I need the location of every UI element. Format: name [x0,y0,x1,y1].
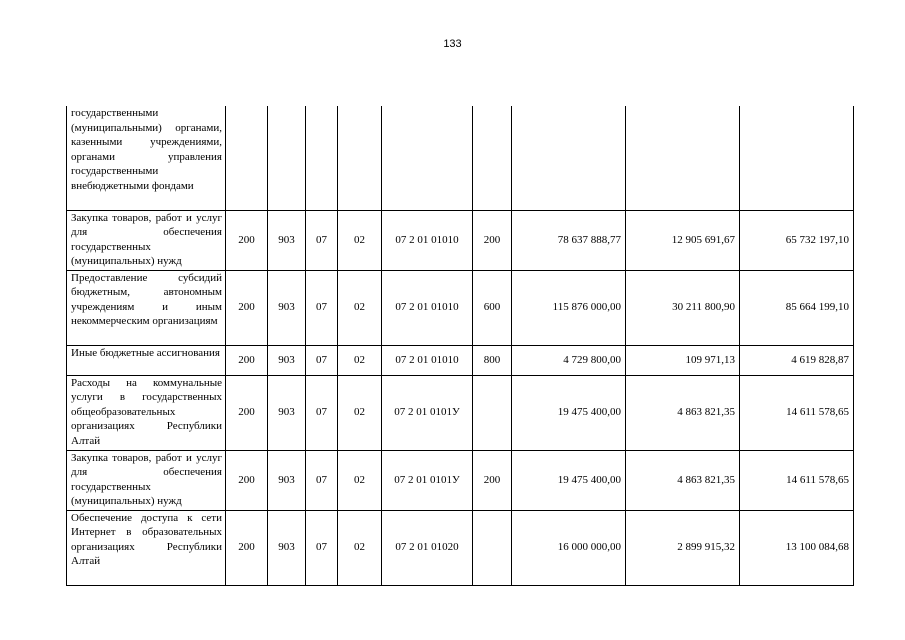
admin-code-cell: 200 [226,210,268,270]
expense-type-cell [473,510,512,585]
ministry-code-cell: 903 [268,510,306,585]
ministry-code-cell [268,106,306,210]
ministry-code-cell: 903 [268,345,306,375]
plan-amount-cell: 115 876 000,00 [512,270,626,345]
table-row [67,210,854,270]
admin-code-cell: 200 [226,510,268,585]
target-article-cell: 07 2 01 0101У [382,450,473,510]
subsection-code-cell: 02 [338,345,382,375]
remainder-amount-cell [740,106,854,210]
row-name-cell: Иные бюджетные ассигнования [67,345,226,375]
plan-amount-cell: 19 475 400,00 [512,375,626,450]
expense-type-cell [473,375,512,450]
row-name-cell: Закупка товаров, работ и услуг для обеспечения государственных (муниципальных) нужд [67,450,226,510]
table-row [67,345,854,375]
target-article-cell: 07 2 01 01010 [382,345,473,375]
plan-amount-cell: 16 000 000,00 [512,510,626,585]
expense-type-cell: 800 [473,345,512,375]
remainder-amount-cell: 14 611 578,65 [740,450,854,510]
row-name-cell: Расходы на коммунальные услуги в государственных общеобразовательных организациях Республики Алтай [67,375,226,450]
remainder-amount-cell: 65 732 197,10 [740,210,854,270]
executed-amount-cell: 30 211 800,90 [626,270,740,345]
remainder-amount-cell: 4 619 828,87 [740,345,854,375]
plan-amount-cell: 4 729 800,00 [512,345,626,375]
remainder-amount-cell: 14 611 578,65 [740,375,854,450]
remainder-amount-cell: 13 100 084,68 [740,510,854,585]
target-article-cell: 07 2 01 0101У [382,375,473,450]
expense-type-cell: 600 [473,270,512,345]
table-row [67,450,854,510]
subsection-code-cell: 02 [338,270,382,345]
admin-code-cell [226,106,268,210]
subsection-code-cell: 02 [338,375,382,450]
row-name-cell: государственными (муниципальными) органами, казенными учреждениями, органами управления государственными внебюджетными фондами [67,106,226,210]
admin-code-cell: 200 [226,270,268,345]
target-article-cell [382,106,473,210]
expense-type-cell: 200 [473,210,512,270]
table-row [67,106,854,210]
admin-code-cell: 200 [226,375,268,450]
subsection-code-cell: 02 [338,450,382,510]
plan-amount-cell: 19 475 400,00 [512,450,626,510]
target-article-cell: 07 2 01 01010 [382,210,473,270]
plan-amount-cell: 78 637 888,77 [512,210,626,270]
executed-amount-cell: 12 905 691,67 [626,210,740,270]
ministry-code-cell: 903 [268,210,306,270]
plan-amount-cell [512,106,626,210]
admin-code-cell: 200 [226,345,268,375]
section-code-cell: 07 [306,375,338,450]
executed-amount-cell [626,106,740,210]
expense-type-cell: 200 [473,450,512,510]
row-name-cell: Закупка товаров, работ и услуг для обеспечения государственных (муниципальных) нужд [67,210,226,270]
ministry-code-cell: 903 [268,270,306,345]
section-code-cell: 07 [306,270,338,345]
executed-amount-cell: 109 971,13 [626,345,740,375]
executed-amount-cell: 4 863 821,35 [626,450,740,510]
section-code-cell: 07 [306,510,338,585]
page-number: 133 [443,38,462,50]
section-code-cell: 07 [306,210,338,270]
ministry-code-cell: 903 [268,450,306,510]
section-code-cell [306,106,338,210]
subsection-code-cell: 02 [338,510,382,585]
table-row [67,375,854,450]
budget-table [66,106,854,586]
subsection-code-cell: 02 [338,210,382,270]
row-name-cell: Обеспечение доступа к сети Интернет в образовательных организациях Республики Алтай [67,510,226,585]
ministry-code-cell: 903 [268,375,306,450]
executed-amount-cell: 4 863 821,35 [626,375,740,450]
executed-amount-cell: 2 899 915,32 [626,510,740,585]
remainder-amount-cell: 85 664 199,10 [740,270,854,345]
target-article-cell: 07 2 01 01010 [382,270,473,345]
target-article-cell: 07 2 01 01020 [382,510,473,585]
expense-type-cell [473,106,512,210]
section-code-cell: 07 [306,450,338,510]
admin-code-cell: 200 [226,450,268,510]
row-name-cell: Предоставление субсидий бюджетным, автономным учреждениям и иным некоммерческим организациям [67,270,226,345]
table-row [67,270,854,345]
table-row [67,510,854,585]
subsection-code-cell [338,106,382,210]
section-code-cell: 07 [306,345,338,375]
